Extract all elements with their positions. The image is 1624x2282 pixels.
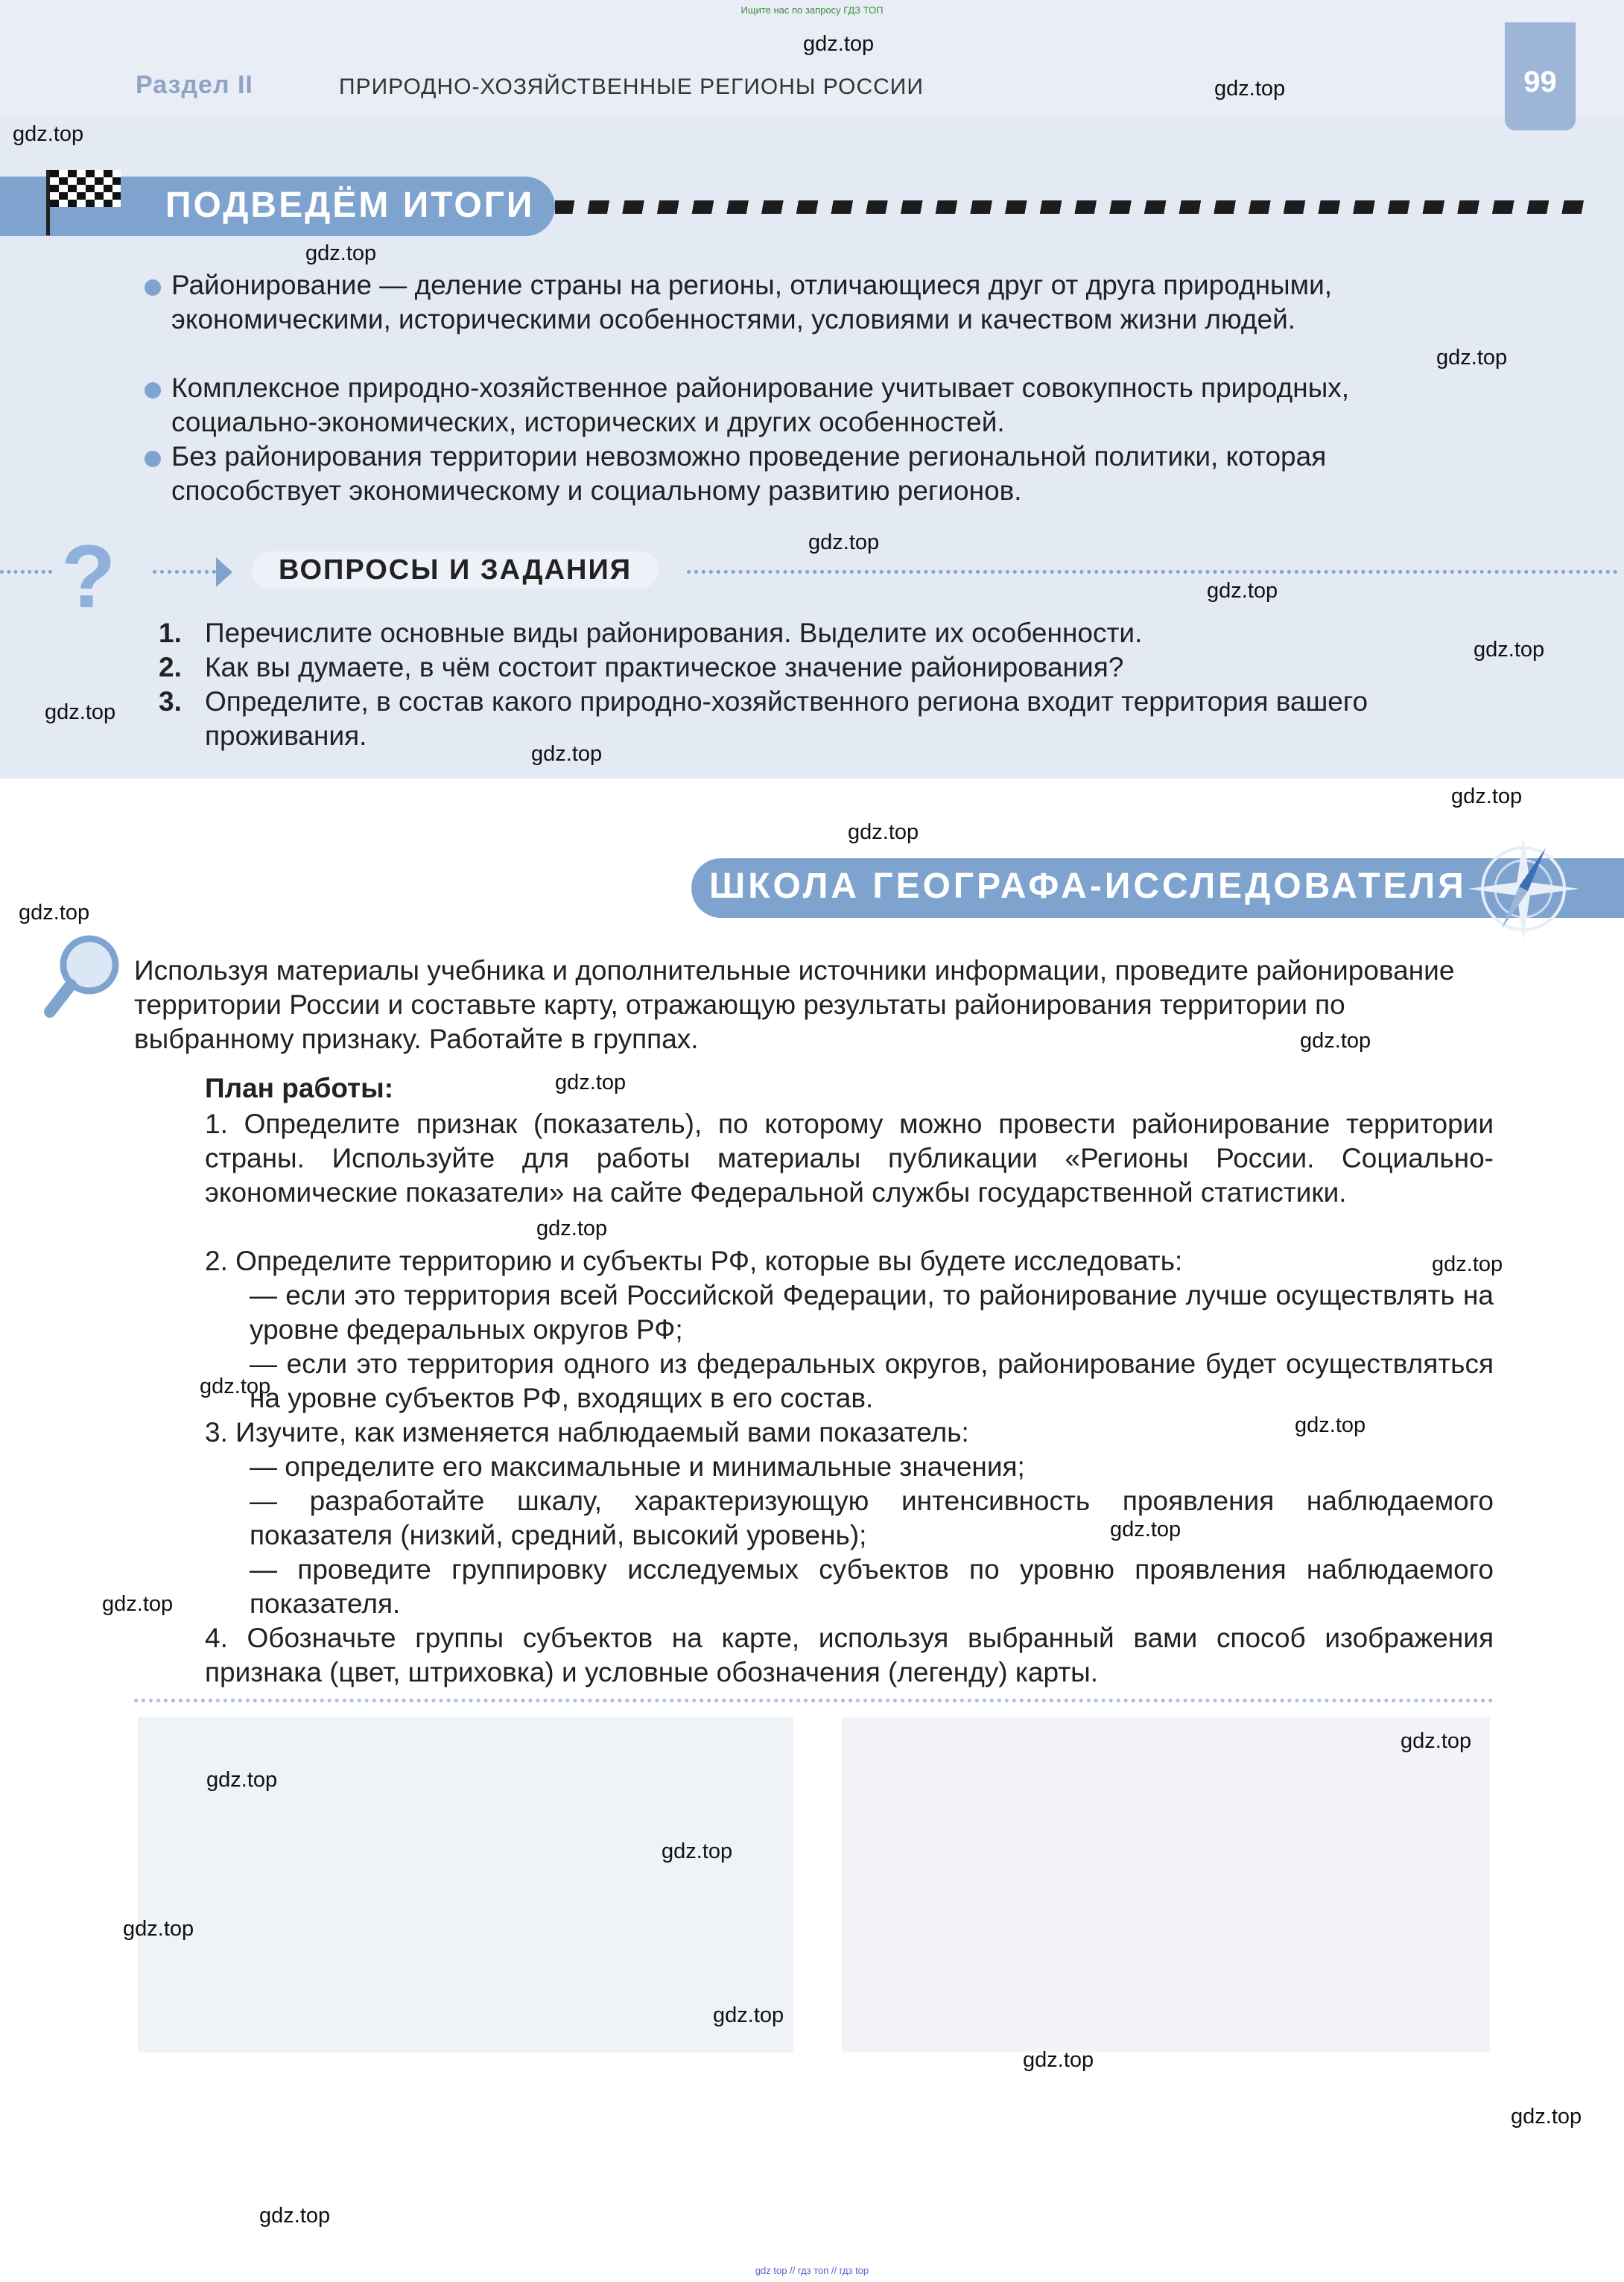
school-title: ШКОЛА ГЕОГРАФА-ИССЛЕДОВАТЕЛЯ [709, 866, 1467, 906]
watermark-text: gdz.top [305, 241, 377, 265]
watermark-text: gdz.top [1401, 1729, 1472, 1753]
watermark-text: gdz.top [1474, 638, 1545, 662]
bullet-icon [145, 279, 161, 296]
watermark-text: gdz.top [848, 820, 919, 844]
watermark-text: gdz.top [713, 2003, 784, 2027]
plan-substep: — разработайте шкалу, характеризующую интенсивность проявления наблюдаемого показателя (низкий, средний, высокий уровень); [250, 1486, 1494, 1550]
watermark-text: gdz.top [19, 901, 90, 925]
watermark-text: gdz.top [1300, 1029, 1371, 1053]
watermark-text: gdz.top [536, 1217, 608, 1240]
plan-step: 3. Изучите, как изменяется наблюдаемый вами показатель: [205, 1417, 969, 1448]
section-title: ПРИРОДНО-ХОЗЯЙСТВЕННЫЕ РЕГИОНЫ РОССИИ [339, 75, 924, 99]
watermark-text: gdz.top [123, 1917, 194, 1941]
dotted-line [134, 1699, 1494, 1702]
plan-title: План работы: [205, 1073, 394, 1103]
watermark-text: gdz.top [200, 1375, 271, 1398]
dashed-divider [555, 200, 1594, 214]
plan-substep: — если это территория одного из федеральных округов, районирование будет осуществляться на уровне субъектов РФ, входящих в его состав. [250, 1348, 1494, 1413]
summary-item-text: Комплексное природно-хозяйственное районирование учитывает совокупность природных, социально-экономических, исторических и других особенностей. [171, 373, 1350, 437]
watermark-text: gdz.top [662, 1839, 733, 1863]
watermark-text: gdz.top [1432, 1252, 1503, 1276]
section-label: Раздел II [136, 71, 253, 99]
question-number: 2. [159, 652, 182, 682]
watermark-text: gdz.top [1451, 785, 1523, 808]
watermark-text: gdz.top [13, 122, 84, 146]
question-text: Как вы думаете, в чём состоит практическое значение районирования? [205, 652, 1124, 682]
top-note: Ищите нас по запросу ГДЗ ТОП [740, 4, 884, 16]
empty-area [842, 1717, 1490, 2053]
question-text: Определите, в состав какого природно-хозяйственного региона входит территория вашего проживания. [205, 686, 1368, 751]
summary-item [171, 440, 1490, 508]
dotted-line [153, 570, 216, 574]
dotted-line [0, 570, 52, 574]
question-item [159, 616, 1494, 650]
watermark-text: gdz.top [1436, 346, 1508, 370]
question-number: 1. [159, 618, 182, 648]
watermark-text: gdz.top [1110, 1518, 1181, 1541]
question-number: 3. [159, 686, 182, 717]
watermark-text: gdz.top [1511, 2105, 1582, 2129]
summary-item [171, 268, 1490, 337]
questions-title: ВОПРОСЫ И ЗАДАНИЯ [252, 551, 659, 589]
watermark-text: gdz.top [531, 742, 603, 766]
magnifier-icon [41, 931, 127, 1021]
watermark-text: gdz.top [803, 32, 875, 56]
watermark-text: gdz.top [1295, 1413, 1366, 1437]
footer-note: gdz top // гдз топ // гдз top [755, 2265, 869, 2276]
question-item [159, 685, 1494, 753]
summary-item [171, 371, 1490, 440]
summary-item-text: Без районирования территории невозможно проведение региональной политики, которая способствует экономическому и социальному развитию регионов. [171, 441, 1327, 506]
compass-icon [1464, 833, 1583, 945]
plan-substep: — если это территория всей Российской Федерации, то районирование лучше осуществлять на уровне федеральных округов РФ; [250, 1280, 1494, 1345]
watermark-text: gdz.top [102, 1592, 174, 1616]
school-intro: Используя материалы учебника и дополнительные источники информации, проведите районирование территории России и составьте карту, отражающую результаты районирования территории по выбранному признаку. Работайте в группах. [134, 955, 1455, 1054]
plan-substep: — определите его максимальные и минимальные значения; [250, 1451, 1025, 1482]
watermark-text: gdz.top [259, 2204, 331, 2228]
question-mark-icon: ? [61, 527, 116, 627]
bullet-icon [145, 382, 161, 399]
watermark-text: gdz.top [45, 700, 116, 724]
question-item [159, 650, 1494, 685]
dotted-line [687, 570, 1618, 574]
question-text: Перечислите основные виды районирования. Выделите их особенности. [205, 618, 1143, 648]
watermark-text: gdz.top [1023, 2048, 1094, 2072]
watermark-text: gdz.top [555, 1071, 627, 1094]
watermark-text: gdz.top [808, 530, 880, 554]
arrow-right-icon [216, 557, 232, 587]
summary-title: ПОДВЕДЁМ ИТОГИ [165, 186, 535, 225]
plan-substep: — проведите группировку исследуемых субъектов по уровню проявления наблюдаемого показателя. [250, 1554, 1494, 1619]
plan-step: 4. Обозначьте группы субъектов на карте, используя выбранный вами способ изображения признака (цвет, штриховка) и условные обозначения (легенду) карты. [205, 1623, 1494, 1687]
summary-item-text: Районирование — деление страны на регионы, отличающиеся друг от друга природными, экономическими, историческими особенностями, условиями и качеством жизни людей. [171, 270, 1333, 335]
plan-step: 1. Определите признак (показатель), по которому можно провести районирование территории страны. Используйте для работы материалы публикации «Регионы России. Социально-экономические показатели» на сайте Федеральной службы государственной статистики. [205, 1109, 1494, 1208]
checkered-flag-icon [46, 170, 121, 216]
watermark-text: gdz.top [206, 1768, 278, 1792]
bullet-icon [145, 451, 161, 467]
plan-step: 2. Определите территорию и субъекты РФ, которые вы будете исследовать: [205, 1246, 1183, 1276]
page-number: 99 [1523, 66, 1557, 98]
watermark-text: gdz.top [1207, 579, 1278, 603]
watermark-text: gdz.top [1214, 77, 1286, 101]
